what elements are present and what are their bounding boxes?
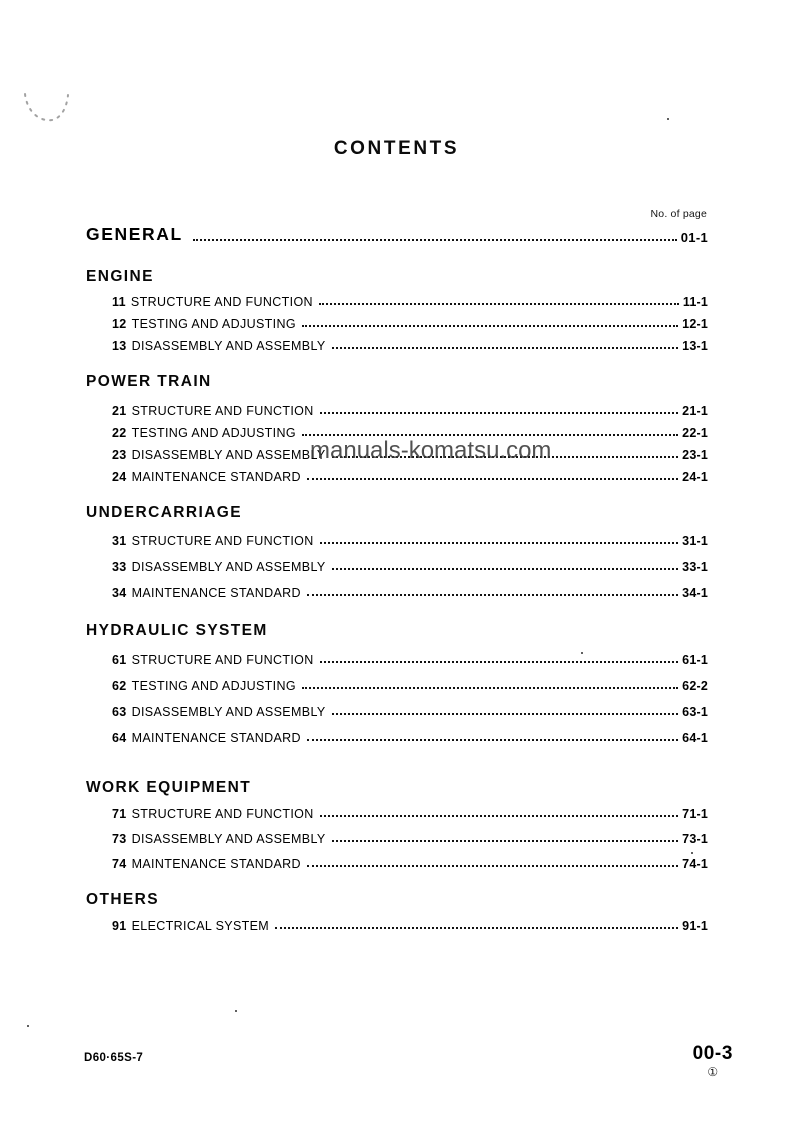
toc-entry-number: 31 xyxy=(112,534,127,548)
toc-entry-page: 13-1 xyxy=(682,339,708,353)
section-title: POWER TRAIN xyxy=(86,373,212,390)
toc-entry-page: 12-1 xyxy=(682,317,708,331)
dot-leader xyxy=(302,677,678,693)
dot-leader xyxy=(332,337,679,353)
dot-leader xyxy=(332,830,679,846)
toc-entry-number: 11 xyxy=(112,295,126,309)
toc-entry-label xyxy=(112,857,301,871)
dot-leader xyxy=(332,558,679,574)
table-of-contents xyxy=(86,208,708,951)
toc-entry-number: 63 xyxy=(112,705,127,719)
toc-entry-text: TESTING AND ADJUSTING xyxy=(131,317,296,331)
toc-entry[interactable] xyxy=(112,584,708,600)
toc-entry[interactable] xyxy=(112,446,708,462)
toc-entry-page: 63-1 xyxy=(682,705,708,719)
watermark: manuals-komatsu.com xyxy=(310,437,552,464)
toc-entry-text: MAINTENANCE STANDARD xyxy=(131,731,301,745)
toc-entry[interactable] xyxy=(112,424,708,440)
dot-leader xyxy=(320,402,679,418)
dot-leader xyxy=(302,424,678,440)
section-entry-list xyxy=(86,402,708,484)
toc-entry-page: 64-1 xyxy=(682,731,708,745)
toc-entry-text: TESTING AND ADJUSTING xyxy=(131,679,296,693)
toc-entry-page: 21-1 xyxy=(682,404,708,418)
toc-section-work-equipment xyxy=(86,779,708,871)
dot-leader xyxy=(307,468,678,484)
toc-entry-page: 23-1 xyxy=(682,448,708,462)
section-title: OTHERS xyxy=(86,891,159,908)
toc-entry-text: DISASSEMBLY AND ASSEMBLY xyxy=(131,705,326,719)
toc-entry-page: 31-1 xyxy=(682,534,708,548)
toc-entry-label xyxy=(112,832,326,846)
section-entry-list xyxy=(86,651,708,745)
footer-model-code: D60·65S-7 xyxy=(84,1052,144,1064)
toc-entry-number: 33 xyxy=(112,560,127,574)
toc-entry-label xyxy=(112,731,301,745)
toc-entry-page: 33-1 xyxy=(682,560,708,574)
toc-entry[interactable] xyxy=(112,337,708,353)
toc-entry-page: 01-1 xyxy=(680,230,708,245)
scan-speck xyxy=(27,1025,29,1027)
toc-entry[interactable] xyxy=(112,315,708,331)
section-entry-list xyxy=(86,917,708,933)
dot-leader xyxy=(332,703,679,719)
toc-entry-label xyxy=(112,705,326,719)
toc-entry-page: 61-1 xyxy=(682,653,708,667)
toc-entry[interactable] xyxy=(112,532,708,548)
section-entry-list xyxy=(86,532,708,600)
section-title: UNDERCARRIAGE xyxy=(86,504,242,521)
toc-section-undercarriage xyxy=(86,504,708,600)
toc-entry-number: 34 xyxy=(112,586,127,600)
toc-entry-number: 91 xyxy=(112,919,127,933)
toc-entry-text: STRUCTURE AND FUNCTION xyxy=(131,534,314,548)
toc-entry-label xyxy=(112,560,326,574)
dot-leader xyxy=(302,315,678,331)
toc-entry-page: 22-1 xyxy=(682,426,708,440)
toc-entry-number: 71 xyxy=(112,807,127,821)
scan-speck xyxy=(235,1010,237,1012)
toc-entry-page: 74-1 xyxy=(682,857,708,871)
toc-entry[interactable] xyxy=(112,729,708,745)
toc-entry-number: 22 xyxy=(112,426,127,440)
toc-entry-page: 11-1 xyxy=(682,295,708,309)
toc-entry-page: 91-1 xyxy=(682,919,708,933)
toc-entry-text: STRUCTURE AND FUNCTION xyxy=(131,807,314,821)
dot-leader xyxy=(320,805,679,821)
toc-entry-label xyxy=(112,679,296,693)
dot-leader xyxy=(193,229,677,245)
toc-entry-number: 73 xyxy=(112,832,127,846)
toc-entry-text: DISASSEMBLY AND ASSEMBLY xyxy=(131,832,326,846)
toc-section-power-train xyxy=(86,373,708,484)
toc-entry[interactable] xyxy=(112,558,708,574)
toc-entry-text: STRUCTURE AND FUNCTION xyxy=(131,404,314,418)
toc-entry-label xyxy=(112,317,296,331)
toc-entry-label xyxy=(112,653,314,667)
toc-entry-text: MAINTENANCE STANDARD xyxy=(131,586,301,600)
toc-entry-page: 73-1 xyxy=(682,832,708,846)
toc-entry-text: DISASSEMBLY AND ASSEMBLY xyxy=(131,339,326,353)
toc-entry[interactable] xyxy=(112,917,708,933)
dot-leader xyxy=(320,532,679,548)
section-entry-list xyxy=(86,293,708,353)
toc-entry[interactable] xyxy=(112,677,708,693)
toc-entry-text: STRUCTURE AND FUNCTION xyxy=(131,653,314,667)
toc-entry[interactable] xyxy=(112,703,708,719)
toc-entry-general[interactable] xyxy=(86,224,708,245)
toc-entry[interactable] xyxy=(112,468,708,484)
toc-entry[interactable] xyxy=(112,805,708,821)
toc-entry-label xyxy=(112,426,296,440)
toc-entry-label xyxy=(112,404,314,418)
toc-entry-number: 12 xyxy=(112,317,127,331)
toc-entry[interactable] xyxy=(112,651,708,667)
toc-entry-number: 24 xyxy=(112,470,127,484)
toc-entry[interactable] xyxy=(112,293,708,309)
toc-section-engine xyxy=(86,268,708,353)
toc-entry-label xyxy=(112,295,313,309)
toc-entry-text: DISASSEMBLY AND ASSEMBLY xyxy=(131,448,326,462)
section-title: HYDRAULIC SYSTEM xyxy=(86,622,268,639)
toc-entry[interactable] xyxy=(112,830,708,846)
scan-artifact xyxy=(22,92,74,126)
footer-page-number: 00-3 xyxy=(692,1043,733,1064)
toc-entry-text: MAINTENANCE STANDARD xyxy=(131,857,301,871)
toc-entry-number: 61 xyxy=(112,653,127,667)
toc-entry-number: 21 xyxy=(112,404,127,418)
toc-entry-label xyxy=(112,919,269,933)
toc-entry-number: 13 xyxy=(112,339,127,353)
toc-entry-label xyxy=(112,534,314,548)
toc-entry-number: 23 xyxy=(112,448,127,462)
page-column-header: No. of page xyxy=(650,208,707,220)
toc-entry-label xyxy=(112,470,301,484)
dot-leader xyxy=(307,729,678,745)
toc-section-others xyxy=(86,891,708,933)
toc-entry-page: 24-1 xyxy=(682,470,708,484)
toc-entry-number: 62 xyxy=(112,679,127,693)
section-entry-list xyxy=(86,805,708,871)
toc-entry-label xyxy=(112,448,326,462)
toc-entry-text: TESTING AND ADJUSTING xyxy=(131,426,296,440)
dot-leader xyxy=(320,651,679,667)
toc-entry[interactable] xyxy=(112,402,708,418)
page-title: CONTENTS xyxy=(333,138,460,159)
section-title: WORK EQUIPMENT xyxy=(86,779,252,796)
footer-page-block xyxy=(693,1043,733,1078)
section-title: ENGINE xyxy=(86,268,154,285)
toc-entry-label: GENERAL xyxy=(86,224,183,244)
toc-section-hydraulic-system xyxy=(86,622,708,745)
dot-leader xyxy=(307,855,678,871)
dot-leader xyxy=(307,584,678,600)
toc-entry-text: ELECTRICAL SYSTEM xyxy=(131,919,270,933)
dot-leader xyxy=(275,917,678,933)
toc-entry-label xyxy=(112,339,326,353)
toc-entry-page: 34-1 xyxy=(682,586,708,600)
toc-entry[interactable] xyxy=(112,855,708,871)
toc-entry-label xyxy=(112,807,314,821)
toc-entry-page: 62-2 xyxy=(682,679,708,693)
revision-mark-icon: ① xyxy=(707,1065,719,1079)
toc-entry-number: 64 xyxy=(112,731,127,745)
dot-leader xyxy=(319,293,679,309)
toc-entry-number: 74 xyxy=(112,857,127,871)
toc-entry-text: DISASSEMBLY AND ASSEMBLY xyxy=(131,560,326,574)
dot-leader xyxy=(332,446,679,462)
toc-entry-label xyxy=(112,586,301,600)
toc-entry-text: MAINTENANCE STANDARD xyxy=(131,470,301,484)
scan-speck xyxy=(667,118,669,120)
toc-entry-text: STRUCTURE AND FUNCTION xyxy=(130,295,313,309)
toc-entry-page: 71-1 xyxy=(682,807,708,821)
